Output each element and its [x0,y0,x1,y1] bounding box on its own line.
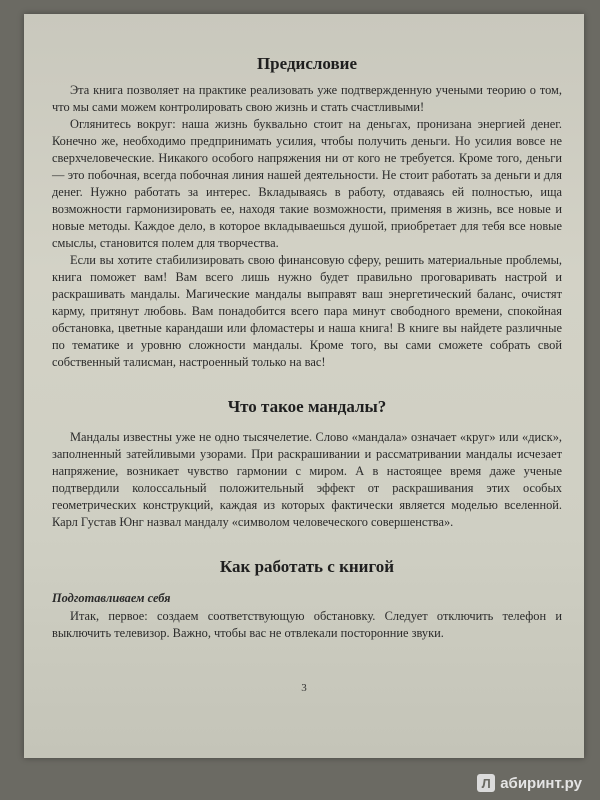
watermark-text: абиринт.ру [500,774,582,792]
site-watermark [477,774,582,792]
mandala-section-title: Что такое мандалы? [227,397,387,416]
page-content [52,54,562,642]
labirint-logo-icon: Л [477,774,495,792]
preface-paragraph-2: Оглянитесь вокруг: наша жизнь буквально стоит на деньгах, пронизана энергией денег. Конечно же, необходимо предпринимать усилия, чтобы получить деньги. Но усилия вовсе не сверхчеловеческие. Никакого особого напряжения ни от кого не требуется. Кроме того, деньги — это побочная, всегда побочная линия нашей деятельности. Не стоит работать за деньги и для денег. Нужно работать за интерес. Вкладываясь в работу, отдаваясь ей полностью, ища возможности гармонизировать ее, находя такие возможности, применяя в жизнь, все новые и новые методы. Каждое дело, в которое вкладываешься душой, приобретает для тебя все новые смыслы, становится полем для творчества. [52,117,562,250]
howto-section-title: Как работать с книгой [219,557,395,576]
howto-paragraph-1: Итак, первое: создаем соответствующую обстановку. Следует отключить телефон и выключить телевизор. Важно, чтобы вас не отвлекали посторонние звуки. [52,609,562,640]
mandala-paragraph-1: Мандалы известны уже не одно тысячелетие. Слово «мандала» означает «круг» или «диск», заполненный затейливыми узорами. При раскрашивании и рассматривании мандалы исчезает напряжение, возникает чувство гармонии с миром. А в настоящее время даже ученые подтвердили колоссальный положительный эффект от раскрашивания этих особых геометрических конструкций, каждая из которых фактически является моделью вселенной. Карл Густав Юнг назвал мандалу «символом человеческого совершенства». [52,430,562,529]
preface-paragraph-3: Если вы хотите стабилизировать свою финансовую сферу, решить материальные проблемы, книга поможет вам! Вам всего лишь нужно будет правильно проговаривать настрой и раскрашивать мандалы. Магические мандалы выправят ваш энергетический баланс, очистят карму, притянут любовь. Вам понадобится всего пара минут свободного времени, спокойная обстановка, цветные карандаши или фломастеры и наша книга! В книге вы найдете различные по тематике и уровню сложности мандалы. Кроме того, вы сами сможете собрать свой собственный талисман, настроенный только на вас! [52,253,562,369]
book-page [24,14,584,758]
page-number: 3 [301,682,307,694]
howto-subheading: Подготавливаем себя [52,591,171,605]
preface-paragraph-1: Эта книга позволяет на практике реализовать уже подтвержденную учеными теорию о том, что мы сами можем контролировать свою жизнь и стать счастливыми! [52,83,562,114]
preface-title: Предисловие [256,54,358,73]
